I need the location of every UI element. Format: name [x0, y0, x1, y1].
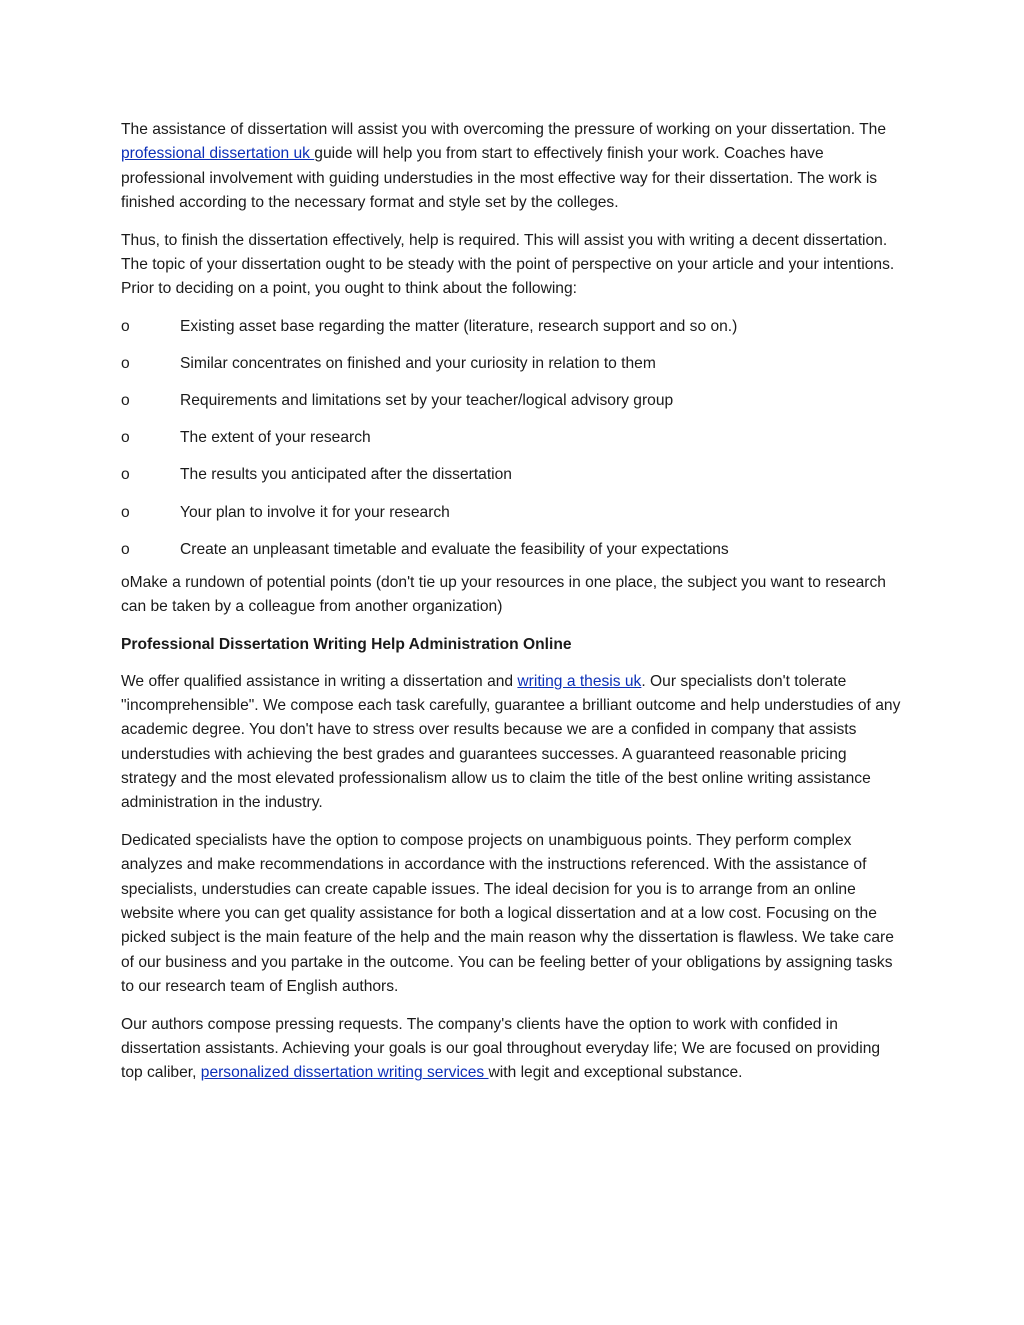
list-item-text: Existing asset base regarding the matter (literature, research support and so on.)	[180, 318, 738, 336]
paragraph-topic: Thus, to finish the dissertation effectively, help is required. This will assist you with writing a decent dissertation. The topic of your dissertation ought to be steady with the point of perspective on your article and your intentions. Prior to deciding on a point, you ought to think about the following:	[121, 231, 895, 298]
list-item-text: The results you anticipated after the dissertation	[180, 466, 512, 484]
list-item-text: Requirements and limitations set by your teacher/logical advisory group	[180, 392, 674, 410]
list-item-text: Your plan to involve it for your research	[180, 503, 450, 521]
bullet-marker: o	[121, 540, 130, 558]
list-item-text: Create an unpleasant timetable and evaluate the feasibility of your expectations	[180, 540, 729, 558]
bullet-marker: o	[121, 466, 130, 484]
paragraph-text: . Our specialists don't tolerate "incomprehensible". We compose each task carefully, guarantee a brilliant outcome and help understudies of any academic degree. You don't have to stress over results because we are a confided in company that assists understudies with achieving the best grades and guarantees successes. A guaranteed reasonable pricing strategy and the most elevated professionalism allow us to claim the title of the best online writing assistance administration in the industry.	[121, 672, 901, 812]
considerations-list	[121, 315, 901, 562]
paragraph-offer	[121, 670, 901, 816]
paragraph-text: with legit and exceptional substance.	[488, 1064, 743, 1082]
paragraph-text: The assistance of dissertation will assist you with overcoming the pressure of working on your dissertation. The	[121, 121, 887, 138]
professional-dissertation-uk-link[interactable]: professional dissertation uk	[121, 145, 315, 163]
list-item	[121, 501, 901, 525]
personalized-dissertation-writing-services-link[interactable]: personalized dissertation writing services	[200, 1064, 489, 1082]
writing-a-thesis-uk-link[interactable]: writing a thesis uk	[517, 672, 642, 690]
list-item	[121, 315, 901, 339]
bullet-marker: o	[121, 503, 130, 521]
list-item-text: The extent of your research	[180, 429, 371, 447]
bullet-marker: o	[121, 355, 130, 373]
paragraph-authors	[121, 1013, 901, 1086]
paragraph-text: Our authors compose pressing requests. The company's clients have the option to work with confided in dissertation assistants. Achieving your goals is our goal throughout everyday life; We are focused on providing top caliber,	[121, 1015, 881, 1082]
paragraph-specialists: Dedicated specialists have the option to compose projects on unambiguous points. They perform complex analyzes and make recommendations in accordance with the instructions referenced. With the assistance of specialists, understudies can create capable issues. The ideal decision for you is to arrange from an online website where you can get quality assistance for both a logical dissertation and at a low cost. Focusing on the picked subject is the main feature of the help and the main reason why the dissertation is flawless. We take care of our business and you partake in the outcome. You can be feeling better of your obligations by assigning tasks to our research team of English authors.	[121, 832, 894, 995]
paragraph-rundown: oMake a rundown of potential points (don't tie up your resources in one place, the subject you want to research can be taken by a colleague from another organization)	[121, 573, 886, 616]
list-item	[121, 463, 901, 487]
paragraph-text: We offer qualified assistance in writing a dissertation and	[121, 672, 518, 690]
bullet-marker: o	[121, 429, 130, 447]
paragraph-intro	[121, 118, 901, 215]
bullet-marker: o	[121, 318, 130, 336]
list-item	[121, 426, 901, 450]
list-item	[121, 352, 901, 376]
bullet-marker: o	[121, 392, 130, 410]
document-page	[121, 118, 901, 1099]
list-item	[121, 389, 901, 413]
section-heading: Professional Dissertation Writing Help Administration Online	[121, 636, 572, 654]
list-item-text: Similar concentrates on finished and your curiosity in relation to them	[180, 355, 656, 373]
list-item	[121, 538, 901, 562]
paragraph-text: guide will help you from start to effectively finish your work. Coaches have professional involvement with guiding understudies in the most effective way for their dissertation. The work is finished according to the necessary format and style set by the colleges.	[121, 145, 878, 211]
